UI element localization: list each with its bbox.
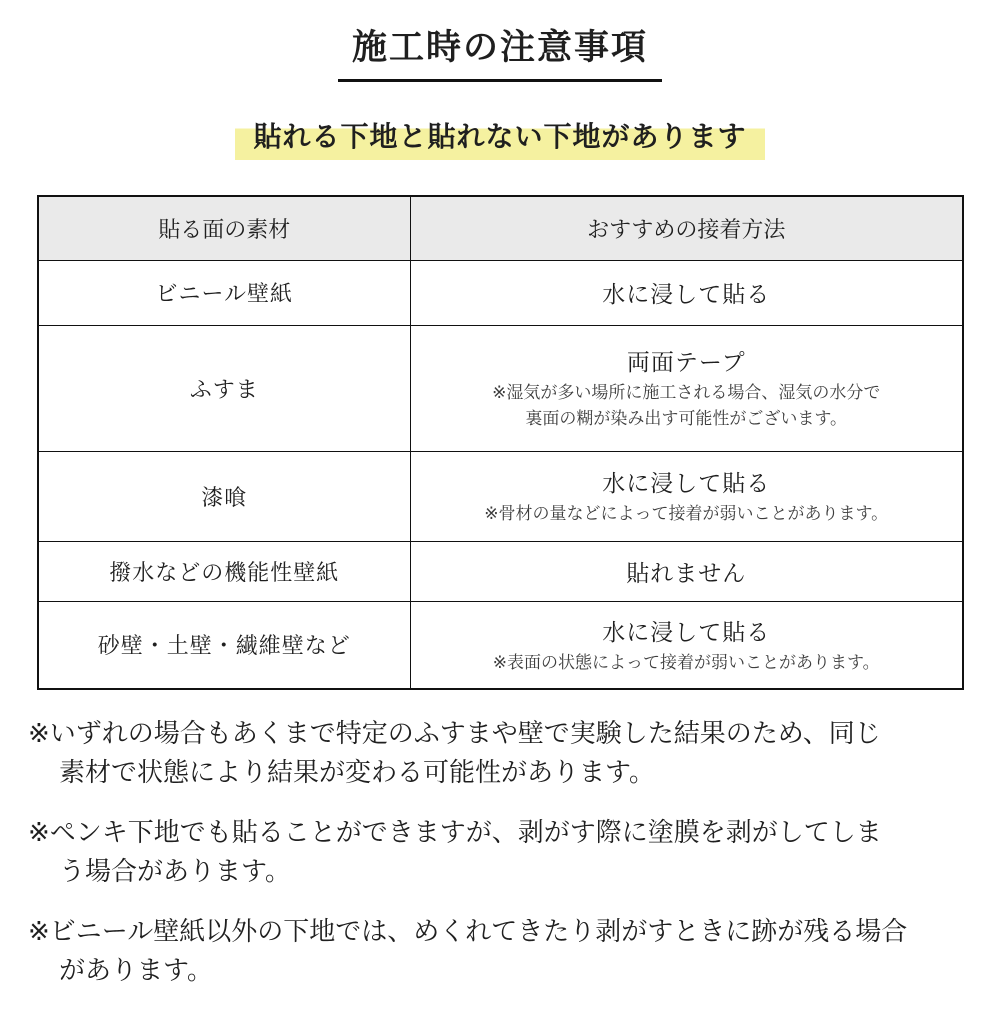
method-note-line: ※骨材の量などによって接着が弱いことがあります。: [484, 503, 889, 524]
method-note: [417, 380, 956, 433]
method-note-line: ※湿気が多い場所に施工される場合、湿気の水分で: [492, 382, 881, 403]
footer-note-line: ※ビニール壁紙以外の下地では、めくれてきたり剥がすときに跡が残る場合: [28, 917, 908, 947]
page-title: [0, 20, 1000, 82]
material-cell: 撥水などの機能性壁紙: [38, 541, 411, 601]
footer-note: [28, 715, 1000, 793]
footer-notes: [28, 715, 1000, 991]
method-note: [417, 501, 956, 527]
table-row: [38, 541, 963, 601]
material-cell: 漆喰: [38, 451, 411, 541]
table-row: [38, 325, 963, 451]
method-note: [417, 650, 956, 676]
method-note-line: ※表面の状態によって接着が弱いことがあります。: [492, 652, 880, 673]
page: [0, 20, 1000, 991]
method-text: 水に浸して貼る: [602, 470, 771, 497]
adhesion-method-table: [37, 195, 964, 690]
method-cell: [411, 601, 963, 689]
method-text: 水に浸して貼る: [602, 282, 771, 308]
method-text: 貼れません: [626, 560, 747, 587]
method-cell: [411, 325, 963, 451]
method-cell: [411, 260, 963, 325]
footer-note-line: があります。: [59, 956, 213, 986]
footer-note-line: 素材で状態により結果が変わる可能性があります。: [59, 758, 655, 788]
footer-note: [28, 913, 1000, 991]
header-method: おすすめの接着方法: [411, 196, 963, 260]
footer-note-line: ※いずれの場合もあくまで特定のふすまや壁で実験した結果のため、同じ: [28, 719, 881, 749]
method-text: 水に浸して貼る: [602, 619, 771, 646]
highlighted-subtitle-text: 貼れる下地と貼れない下地があります: [235, 112, 764, 160]
footer-note-line: ※ペンキ下地でも貼ることができますが、剥がす際に塗膜を剥がしてしま: [28, 818, 882, 848]
table-header-row: [38, 196, 963, 260]
method-cell: [411, 451, 963, 541]
material-cell: ふすま: [38, 325, 411, 451]
method-cell: [411, 541, 963, 601]
method-text: 両面テープ: [626, 349, 746, 376]
footer-note: [28, 814, 1000, 892]
section-subtitle: [0, 112, 1000, 160]
table-row: [38, 451, 963, 541]
material-cell: 砂壁・土壁・繊維壁など: [38, 601, 411, 689]
page-title-text: 施工時の注意事項: [338, 20, 662, 82]
footer-note-line: う場合があります。: [59, 857, 291, 887]
header-material: 貼る面の素材: [38, 196, 411, 260]
table-row: [38, 260, 963, 325]
material-cell: ビニール壁紙: [38, 260, 411, 325]
table-row: [38, 601, 963, 689]
method-note-line: 裏面の糊が染み出す可能性がございます。: [525, 409, 848, 429]
